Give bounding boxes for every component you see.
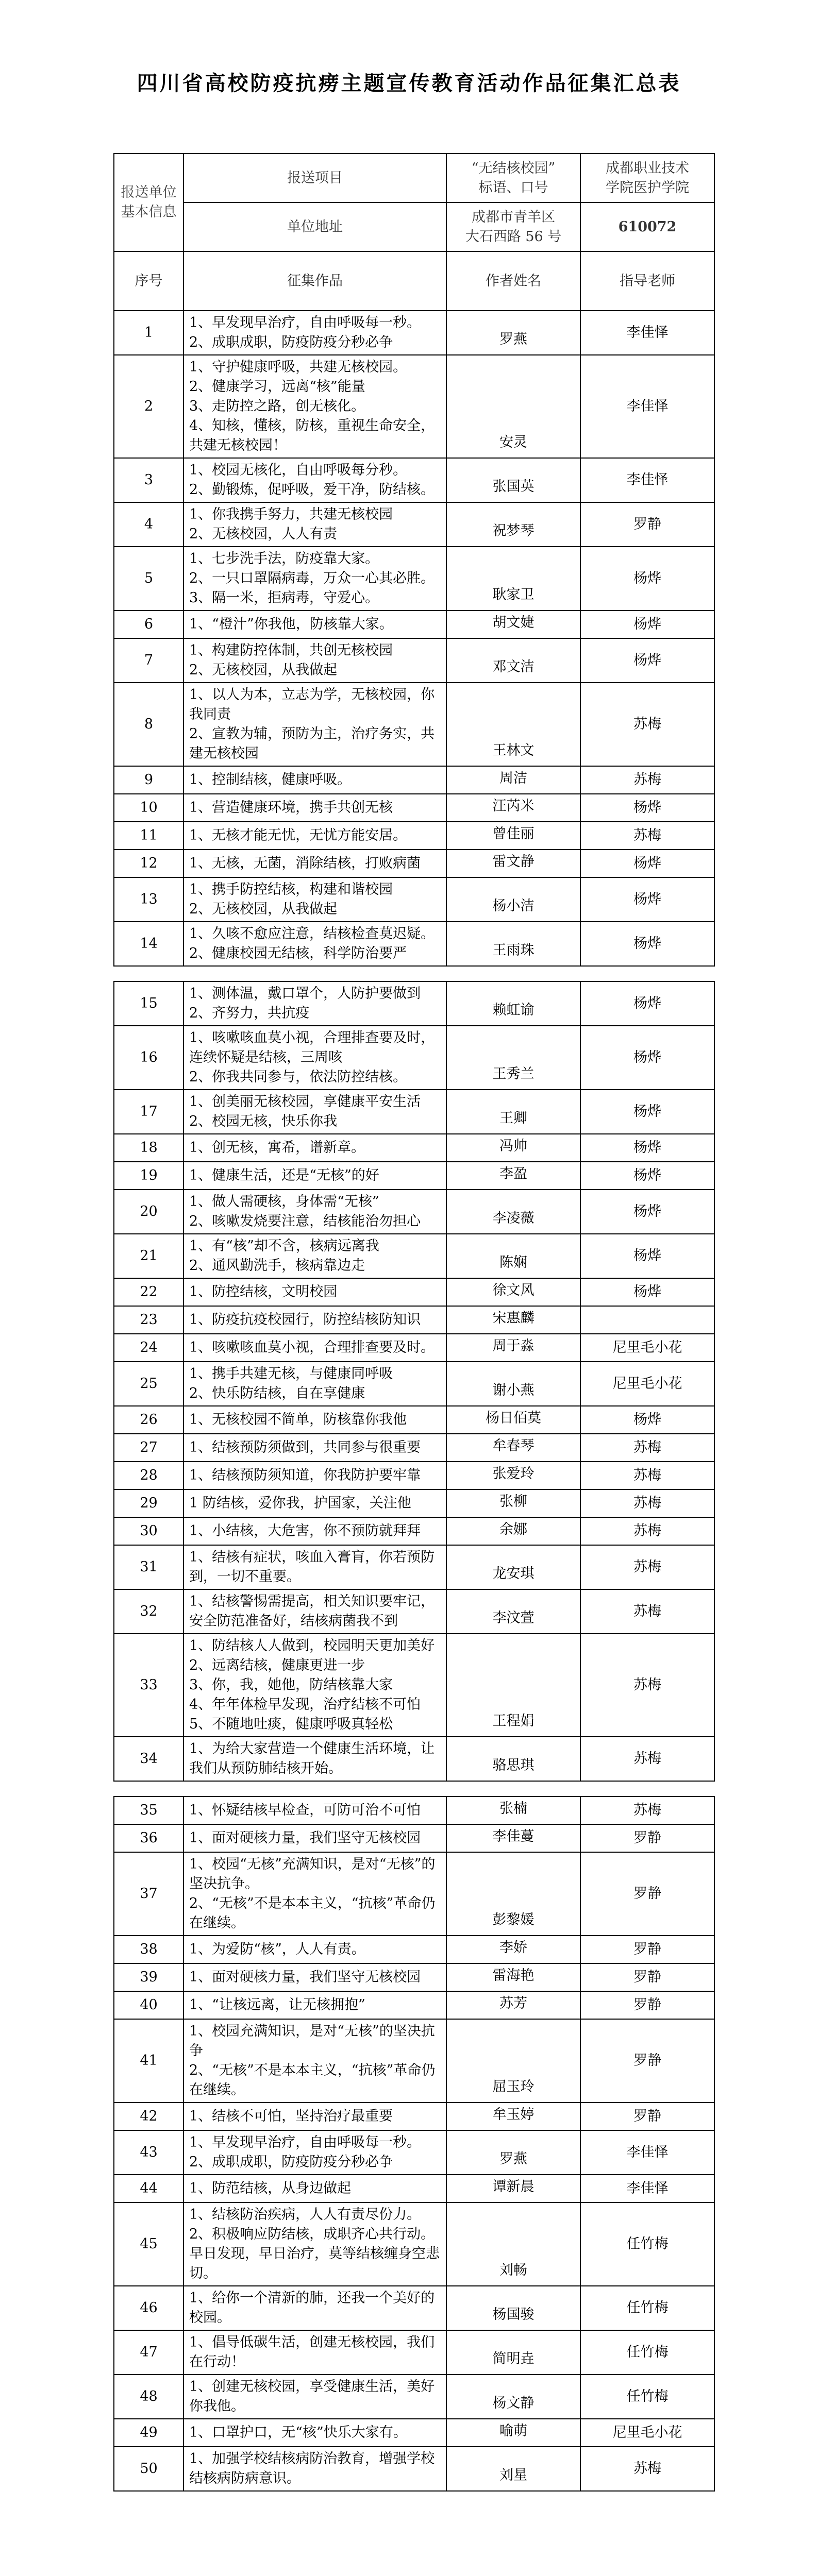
postcode: 610072 [580, 202, 714, 251]
row-author: 喻萌 [446, 2419, 580, 2447]
row-author: 赖虹谕 [446, 981, 580, 1026]
row-teacher: 罗静 [580, 1963, 714, 1991]
table-row [114, 502, 714, 547]
row-teacher: 杨烨 [580, 1090, 714, 1134]
row-work: 1、防范结核，从身边做起 [183, 2175, 446, 2202]
row-number: 44 [114, 2175, 183, 2202]
row-teacher: 杨烨 [580, 794, 714, 822]
row-work: 1、结核防治疾病，人人有责尽份力。 2、积极响应防结核，成职齐心共行动。早日发现，早日治疗，莫等结核缠身空悲切。 [183, 2202, 446, 2286]
row-work: 1、怀疑结核早检查，可防可治不可怕 [183, 1797, 446, 1824]
row-number: 20 [114, 1190, 183, 1234]
row-number: 10 [114, 794, 183, 822]
row-work: 1、结核预防须做到，共同参与很重要 [183, 1434, 446, 1462]
row-teacher: 罗静 [580, 2019, 714, 2103]
row-number: 1 [114, 311, 183, 355]
row-work: 1、校园无核化，自由呼吸每分秒。 2、勤锻炼，促呼吸，爱干净，防结核。 [183, 458, 446, 502]
row-work: 1、创无核，寓希，谱新章。 [183, 1134, 446, 1162]
row-number: 48 [114, 2375, 183, 2419]
row-work: 1、控制结核，健康呼吸。 [183, 766, 446, 794]
row-work: 1、无核校园不简单，防核靠你我他 [183, 1406, 446, 1434]
row-number: 40 [114, 1991, 183, 2019]
row-author: 牟春琴 [446, 1434, 580, 1462]
table-row [114, 1134, 714, 1162]
row-work: 1、咳嗽咳血莫小视，合理排查要及时。 [183, 1334, 446, 1362]
row-number: 41 [114, 2019, 183, 2103]
row-author: 耿家卫 [446, 547, 580, 611]
row-author: 罗燕 [446, 2130, 580, 2175]
table-row [114, 877, 714, 922]
row-work: 1、“橙汁”你我他，防核靠大家。 [183, 611, 446, 638]
row-author: 简明垚 [446, 2330, 580, 2375]
row-work: 1、有“核”却不含，核病远离我 2、通风勤洗手，核病靠边走 [183, 1234, 446, 1278]
row-author: 李凌薇 [446, 1190, 580, 1234]
table-row [114, 611, 714, 638]
row-work: 1、结核预防须知道，你我防护要牢靠 [183, 1462, 446, 1489]
row-number: 24 [114, 1334, 183, 1362]
row-author: 刘星 [446, 2447, 580, 2491]
row-work: 1、口罩护口，无“核”快乐大家有。 [183, 2419, 446, 2447]
row-teacher: 杨烨 [580, 1190, 714, 1234]
table-row [114, 1489, 714, 1517]
row-author: 张国英 [446, 458, 580, 502]
row-author: 屈玉玲 [446, 2019, 580, 2103]
row-work: 1、小结核，大危害，你不预防就拜拜 [183, 1517, 446, 1545]
row-teacher: 李佳怿 [580, 2175, 714, 2202]
row-number: 22 [114, 1278, 183, 1306]
table-row [114, 1963, 714, 1991]
row-teacher: 苏梅 [580, 1434, 714, 1462]
page-break-gap [114, 966, 714, 981]
row-number: 7 [114, 638, 183, 683]
row-teacher: 苏梅 [580, 683, 714, 766]
row-teacher: 任竹梅 [580, 2202, 714, 2286]
table-row [114, 822, 714, 850]
page-title: 四川省高校防疫抗痨主题宣传教育活动作品征集汇总表 [137, 72, 681, 95]
row-work: 1、构建防控体制，共创无核校园 2、无核校园，从我做起 [183, 638, 446, 683]
row-work: 1、防结核人人做到，校园明天更加美好 2、远离结核，健康更进一步 3、你，我，她他，防结核靠大家 4、年年体检早发现，治疗结核不可怕 5、不随地吐痰，健康呼吸真轻松 [183, 1634, 446, 1737]
table-row [114, 1517, 714, 1545]
row-teacher: 苏梅 [580, 1489, 714, 1517]
row-number: 38 [114, 1936, 183, 1963]
table-row [114, 1545, 714, 1589]
row-teacher: 苏梅 [580, 1634, 714, 1737]
row-teacher: 杨烨 [580, 638, 714, 683]
row-teacher: 罗静 [580, 2103, 714, 2130]
row-author: 王秀兰 [446, 1026, 580, 1090]
row-number: 17 [114, 1090, 183, 1134]
row-number: 8 [114, 683, 183, 766]
row-number: 46 [114, 2286, 183, 2330]
row-author: 祝梦琴 [446, 502, 580, 547]
row-number: 50 [114, 2447, 183, 2491]
row-author: 周洁 [446, 766, 580, 794]
row-number: 13 [114, 877, 183, 922]
row-author: 周于淼 [446, 1334, 580, 1362]
row-work: 1、早发现早治疗，自由呼吸每一秒。 2、成职成职，防疫防疫分秒必争 [183, 311, 446, 355]
row-number: 5 [114, 547, 183, 611]
row-number: 37 [114, 1852, 183, 1936]
row-author: 徐文风 [446, 1278, 580, 1306]
header-row [114, 251, 714, 311]
row-author: 刘畅 [446, 2202, 580, 2286]
row-number: 23 [114, 1306, 183, 1334]
row-author: 雷海艳 [446, 1963, 580, 1991]
row-number: 45 [114, 2202, 183, 2286]
row-work: 1、结核不可怕，坚持治疗最重要 [183, 2103, 446, 2130]
table-row [114, 1026, 714, 1090]
row-author: 彭黎媛 [446, 1852, 580, 1936]
row-number: 9 [114, 766, 183, 794]
row-number: 39 [114, 1963, 183, 1991]
row-author: 王林文 [446, 683, 580, 766]
row-number: 2 [114, 355, 183, 458]
table-row [114, 1406, 714, 1434]
row-teacher: 杨烨 [580, 1026, 714, 1090]
row-teacher: 苏梅 [580, 1737, 714, 1781]
row-author: 余娜 [446, 1517, 580, 1545]
table-row [114, 1162, 714, 1190]
table-row [114, 547, 714, 611]
table-row [114, 1589, 714, 1634]
row-teacher: 苏梅 [580, 1797, 714, 1824]
row-teacher: 杨烨 [580, 850, 714, 877]
row-author: 张爱玲 [446, 1462, 580, 1489]
row-author: 牟玉婷 [446, 2103, 580, 2130]
row-author: 罗燕 [446, 311, 580, 355]
row-work: 1、倡导低碳生活，创建无核校园，我们在行动！ [183, 2330, 446, 2375]
table-row [114, 1334, 714, 1362]
row-author: 曾佳丽 [446, 822, 580, 850]
project-value: “无结核校园” 标语、口号 [446, 154, 580, 202]
table-row [114, 683, 714, 766]
row-author: 张楠 [446, 1797, 580, 1824]
row-number: 33 [114, 1634, 183, 1737]
row-work: 1、营造健康环境，携手共创无核 [183, 794, 446, 822]
row-teacher: 李佳怿 [580, 2130, 714, 2175]
row-teacher: 杨烨 [580, 1406, 714, 1434]
row-number: 4 [114, 502, 183, 547]
table-row [114, 2202, 714, 2286]
row-author: 杨小洁 [446, 877, 580, 922]
info-row-project [114, 154, 714, 202]
row-author: 王程娟 [446, 1634, 580, 1737]
row-author: 杨国骏 [446, 2286, 580, 2330]
row-number: 11 [114, 822, 183, 850]
row-author: 冯帅 [446, 1134, 580, 1162]
row-author: 王卿 [446, 1090, 580, 1134]
row-work: 1、你我携手努力，共建无核校园 2、无核校园，人人有责 [183, 502, 446, 547]
row-work: 1、以人为本，立志为学，无核校园，你我同责 2、宣教为辅，预防为主，治疗务实，共建无核校园 [183, 683, 446, 766]
row-author: 李佳蔓 [446, 1824, 580, 1852]
row-author: 胡文婕 [446, 611, 580, 638]
row-number: 25 [114, 1362, 183, 1406]
row-work: 1、早发现早治疗，自由呼吸每一秒。 2、成职成职，防疫防疫分秒必争 [183, 2130, 446, 2175]
row-teacher: 任竹梅 [580, 2375, 714, 2419]
table-row [114, 794, 714, 822]
row-work: 1、为爱防“核”，人人有责。 [183, 1936, 446, 1963]
row-work: 1、创建无核校园，享受健康生活，美好你我他。 [183, 2375, 446, 2419]
address-label: 单位地址 [183, 202, 446, 251]
row-teacher: 杨烨 [580, 981, 714, 1026]
row-number: 29 [114, 1489, 183, 1517]
gap-cell [114, 1781, 714, 1797]
row-number: 26 [114, 1406, 183, 1434]
table-row [114, 1991, 714, 2019]
info-row-address [114, 202, 714, 251]
row-teacher: 李佳怿 [580, 311, 714, 355]
table-row [114, 638, 714, 683]
row-work: 1、无核才能无忧，无忧方能安居。 [183, 822, 446, 850]
row-work: 1、守护健康呼吸，共建无核校园。 2、健康学习，远离“核”能量 3、走防控之路，创无核化。 4、知核，懂核，防核，重视生命安全，共建无核校园！ [183, 355, 446, 458]
row-author: 杨日佰莫 [446, 1406, 580, 1434]
row-work: 1、面对硬核力量，我们坚守无核校园 [183, 1824, 446, 1852]
row-work: 1、为给大家营造一个健康生活环境，让我们从预防肺结核开始。 [183, 1737, 446, 1781]
row-work: 1 防结核，爱你我，护国家，关注他 [183, 1489, 446, 1517]
table-row [114, 1852, 714, 1936]
row-teacher: 杨烨 [580, 1162, 714, 1190]
row-work: 1、校园充满知识，是对“无核”的坚决抗争 2、“无核”不是本本主义，“抗核”革命仍在继续。 [183, 2019, 446, 2103]
school-name: 成都职业技术 学院医护学院 [580, 154, 714, 202]
row-work: 1、创美丽无核校园，享健康平安生活 2、校园无核，快乐你我 [183, 1090, 446, 1134]
row-work: 1、防控结核，文明校园 [183, 1278, 446, 1306]
table-row [114, 1737, 714, 1781]
header-author: 作者姓名 [446, 251, 580, 311]
row-number: 6 [114, 611, 183, 638]
row-number: 34 [114, 1737, 183, 1781]
table-row [114, 1797, 714, 1824]
table-row [114, 922, 714, 966]
row-author: 李盈 [446, 1162, 580, 1190]
table-row [114, 458, 714, 502]
row-teacher: 杨烨 [580, 922, 714, 966]
row-number: 49 [114, 2419, 183, 2447]
row-author: 杨文静 [446, 2375, 580, 2419]
row-teacher: 杨烨 [580, 877, 714, 922]
table-row [114, 1434, 714, 1462]
row-work: 1、结核有症状，咳血入膏肓，你若预防到，一切不重要。 [183, 1545, 446, 1589]
row-teacher: 罗静 [580, 1936, 714, 1963]
table-row [114, 1234, 714, 1278]
row-work: 1、“让核远离，让无核拥抱” [183, 1991, 446, 2019]
row-number: 14 [114, 922, 183, 966]
row-author: 张柳 [446, 1489, 580, 1517]
row-teacher: 李佳怿 [580, 458, 714, 502]
row-number: 30 [114, 1517, 183, 1545]
row-teacher: 苏梅 [580, 766, 714, 794]
row-teacher: 罗静 [580, 1824, 714, 1852]
table-row [114, 2286, 714, 2330]
row-work: 1、面对硬核力量，我们坚守无核校园 [183, 1963, 446, 1991]
row-author: 骆思琪 [446, 1737, 580, 1781]
row-author: 谢小燕 [446, 1362, 580, 1406]
info-row-label: 报送单位 基本信息 [114, 154, 183, 251]
row-number: 32 [114, 1589, 183, 1634]
row-author: 龙安琪 [446, 1545, 580, 1589]
row-author: 王雨珠 [446, 922, 580, 966]
row-teacher: 苏梅 [580, 1517, 714, 1545]
row-teacher: 杨烨 [580, 1234, 714, 1278]
table-row [114, 1462, 714, 1489]
row-teacher: 苏梅 [580, 1545, 714, 1589]
row-author: 李娇 [446, 1936, 580, 1963]
row-author: 苏芳 [446, 1991, 580, 2019]
row-work: 1、携手防控结核，构建和谐校园 2、无核校园，从我做起 [183, 877, 446, 922]
row-author: 陈娴 [446, 1234, 580, 1278]
row-teacher: 杨烨 [580, 611, 714, 638]
row-teacher: 任竹梅 [580, 2286, 714, 2330]
table-row [114, 2130, 714, 2175]
table-row [114, 1634, 714, 1737]
row-work: 1、七步洗手法，防疫靠大家。 2、一只口罩隔病毒，万众一心其必胜。 3、隔一米，拒病毒，守爱心。 [183, 547, 446, 611]
row-number: 43 [114, 2130, 183, 2175]
table-row [114, 766, 714, 794]
row-author: 邓文洁 [446, 638, 580, 683]
table-row [114, 1936, 714, 1963]
header-teacher: 指导老师 [580, 251, 714, 311]
row-teacher: 杨烨 [580, 1278, 714, 1306]
row-work: 1、测体温，戴口罩个，人防护要做到 2、齐努力，共抗疫 [183, 981, 446, 1026]
row-work: 1、健康生活，还是“无核”的好 [183, 1162, 446, 1190]
table-row [114, 1362, 714, 1406]
row-number: 27 [114, 1434, 183, 1462]
row-author: 汪芮米 [446, 794, 580, 822]
row-teacher [580, 1306, 714, 1334]
address-value: 成都市青羊区 大石西路 56 号 [446, 202, 580, 251]
row-work: 1、无核，无菌，消除结核，打败病菌 [183, 850, 446, 877]
table-row [114, 355, 714, 458]
row-number: 36 [114, 1824, 183, 1852]
row-author: 安灵 [446, 355, 580, 458]
row-author: 李汶萱 [446, 1589, 580, 1634]
table-row [114, 2019, 714, 2103]
row-work: 1、加强学校结核病防治教育，增强学校结核病防病意识。 [183, 2447, 446, 2491]
row-author: 宋惠麟 [446, 1306, 580, 1334]
row-author: 谭新晨 [446, 2175, 580, 2202]
row-teacher: 任竹梅 [580, 2330, 714, 2375]
page-break-gap [114, 1781, 714, 1797]
row-number: 18 [114, 1134, 183, 1162]
row-work: 1、携手共建无核，与健康同呼吸 2、快乐防结核，自在享健康 [183, 1362, 446, 1406]
row-number: 21 [114, 1234, 183, 1278]
row-work: 1、给你一个清新的肺，还我一个美好的校园。 [183, 2286, 446, 2330]
table-row [114, 2375, 714, 2419]
row-teacher: 尼里毛小花 [580, 2419, 714, 2447]
row-teacher: 尼里毛小花 [580, 1362, 714, 1406]
row-number: 19 [114, 1162, 183, 1190]
row-work: 1、咳嗽咳血莫小视，合理排查要及时，连续怀疑是结核，三周咳 2、你我共同参与，依法防控结核。 [183, 1026, 446, 1090]
row-number: 31 [114, 1545, 183, 1589]
row-number: 35 [114, 1797, 183, 1824]
row-work: 1、做人需硬核，身体需“无核” 2、咳嗽发烧要注意，结核能治勿担心 [183, 1190, 446, 1234]
row-teacher: 罗静 [580, 1991, 714, 2019]
table-row [114, 981, 714, 1026]
header-num: 序号 [114, 251, 183, 311]
project-label: 报送项目 [183, 154, 446, 202]
row-teacher: 杨烨 [580, 547, 714, 611]
table-row [114, 2103, 714, 2130]
row-work: 1、结核警惕需提高，相关知识要牢记，安全防范准备好，结核病菌我不到 [183, 1589, 446, 1634]
row-teacher: 李佳怿 [580, 355, 714, 458]
row-author: 雷文静 [446, 850, 580, 877]
row-number: 3 [114, 458, 183, 502]
table-row [114, 1278, 714, 1306]
row-teacher: 罗静 [580, 502, 714, 547]
table-row [114, 2419, 714, 2447]
row-work: 1、防疫抗疫校园行，防控结核防知识 [183, 1306, 446, 1334]
row-teacher: 罗静 [580, 1852, 714, 1936]
row-number: 15 [114, 981, 183, 1026]
table-row [114, 1190, 714, 1234]
summary-table [113, 153, 715, 2492]
table-row [114, 311, 714, 355]
row-teacher: 苏梅 [580, 822, 714, 850]
row-number: 12 [114, 850, 183, 877]
table-row [114, 2330, 714, 2375]
table-row [114, 2175, 714, 2202]
gap-cell [114, 966, 714, 981]
row-teacher: 苏梅 [580, 2447, 714, 2491]
table-row [114, 1824, 714, 1852]
row-number: 47 [114, 2330, 183, 2375]
row-work: 1、久咳不愈应注意，结核检查莫迟疑。 2、健康校园无结核，科学防治要严 [183, 922, 446, 966]
row-number: 16 [114, 1026, 183, 1090]
table-row [114, 1306, 714, 1334]
row-teacher: 尼里毛小花 [580, 1334, 714, 1362]
row-teacher: 苏梅 [580, 1589, 714, 1634]
table-row [114, 2447, 714, 2491]
row-number: 28 [114, 1462, 183, 1489]
row-work: 1、校园“无核”充满知识，是对“无核”的坚决抗争。 2、“无核”不是本本主义，“抗核”革命仍在继续。 [183, 1852, 446, 1936]
header-work: 征集作品 [183, 251, 446, 311]
table-row [114, 1090, 714, 1134]
row-teacher: 苏梅 [580, 1462, 714, 1489]
row-teacher: 杨烨 [580, 1134, 714, 1162]
row-number: 42 [114, 2103, 183, 2130]
table-row [114, 850, 714, 877]
